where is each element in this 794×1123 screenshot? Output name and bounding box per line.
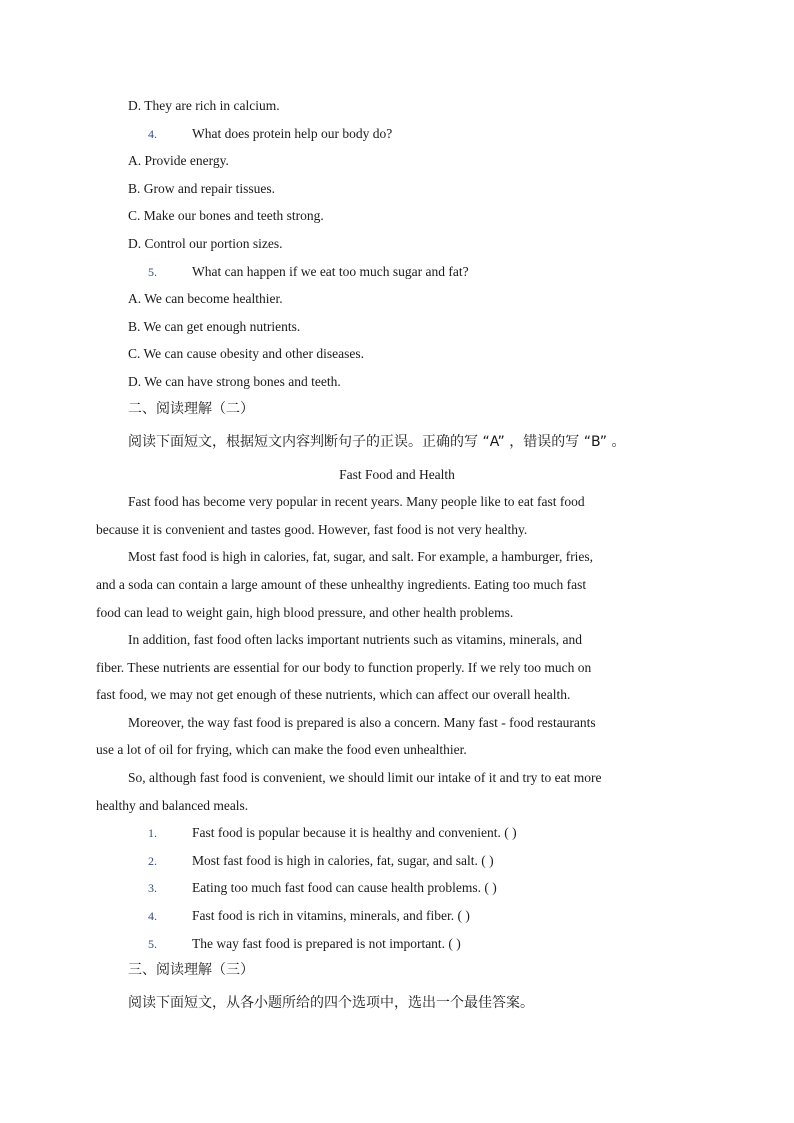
statement-text: Fast food is rich in vitamins, minerals, and fiber. ( ) — [192, 908, 470, 923]
statement-item — [148, 935, 461, 953]
q4-option-d: D. Control our portion sizes. — [128, 236, 283, 251]
section-heading-part3: 三、阅读理解（三） — [128, 962, 254, 978]
passage-title: Fast Food and Health — [339, 467, 455, 482]
section-heading-part2: 二、阅读理解（二） — [128, 401, 254, 417]
statement-text: Eating too much fast food can cause health problems. ( ) — [192, 880, 497, 895]
q5-option-d: D. We can have strong bones and teeth. — [128, 374, 341, 389]
statement-item — [148, 824, 517, 842]
passage-line: Most fast food is high in calories, fat, sugar, and salt. For example, a hamburger, fries, — [128, 549, 594, 564]
statement-text: Most fast food is high in calories, fat, sugar, and salt. ( ) — [192, 853, 494, 868]
passage-line: and a soda can contain a large amount of these unhealthy ingredients. Eating too much fast — [96, 577, 587, 592]
statement-text: Fast food is popular because it is healthy and convenient. ( ) — [192, 825, 517, 840]
question-5 — [148, 263, 469, 281]
passage-line: healthy and balanced meals. — [96, 798, 249, 813]
section-instruction-part3: 阅读下面短文，从各小题所给的四个选项中，选出一个最佳答案。 — [128, 995, 534, 1011]
passage-line: use a lot of oil for frying, which can make the food even unhealthier. — [96, 742, 467, 757]
passage-line: fast food, we may not get enough of these nutrients, which can affect our overall health. — [96, 687, 571, 702]
statement-item — [148, 852, 494, 870]
q3-option-d: D. They are rich in calcium. — [128, 98, 280, 113]
statement-item — [148, 879, 497, 897]
statement-number: 1. — [148, 826, 157, 840]
passage-line: So, although fast food is convenient, we should limit our intake of it and try to eat more — [128, 770, 602, 785]
statement-number: 4. — [148, 909, 157, 923]
section-instruction-part2: 阅读下面短文，根据短文内容判断句子的正误。正确的写 “A” ，错误的写 “B” 。 — [128, 434, 626, 450]
q5-option-b: B. We can get enough nutrients. — [128, 319, 301, 334]
question-number: 5. — [148, 265, 157, 279]
question-4 — [148, 125, 392, 143]
passage-line: because it is convenient and tastes good. However, fast food is not very healthy. — [96, 522, 528, 537]
question-text: What can happen if we eat too much sugar and fat? — [192, 264, 469, 279]
statement-number: 2. — [148, 854, 157, 868]
passage-line: In addition, fast food often lacks important nutrients such as vitamins, minerals, and — [128, 632, 583, 647]
passage-line: Moreover, the way fast food is prepared is also a concern. Many fast - food restaurants — [128, 715, 596, 730]
passage-line: Fast food has become very popular in recent years. Many people like to eat fast food — [128, 494, 585, 509]
q4-option-b: B. Grow and repair tissues. — [128, 181, 275, 196]
statement-text: The way fast food is prepared is not important. ( ) — [192, 936, 461, 951]
q4-option-a: A. Provide energy. — [128, 153, 229, 168]
statement-number: 3. — [148, 881, 157, 895]
statement-item — [148, 907, 470, 925]
question-number: 4. — [148, 127, 157, 141]
passage-line: fiber. These nutrients are essential for our body to function properly. If we rely too much on — [96, 660, 592, 675]
q5-option-a: A. We can become healthier. — [128, 291, 283, 306]
statement-number: 5. — [148, 937, 157, 951]
q5-option-c: C. We can cause obesity and other diseases. — [128, 346, 364, 361]
question-text: What does protein help our body do? — [192, 126, 393, 141]
q4-option-c: C. Make our bones and teeth strong. — [128, 208, 324, 223]
passage-line: food can lead to weight gain, high blood pressure, and other health problems. — [96, 605, 514, 620]
